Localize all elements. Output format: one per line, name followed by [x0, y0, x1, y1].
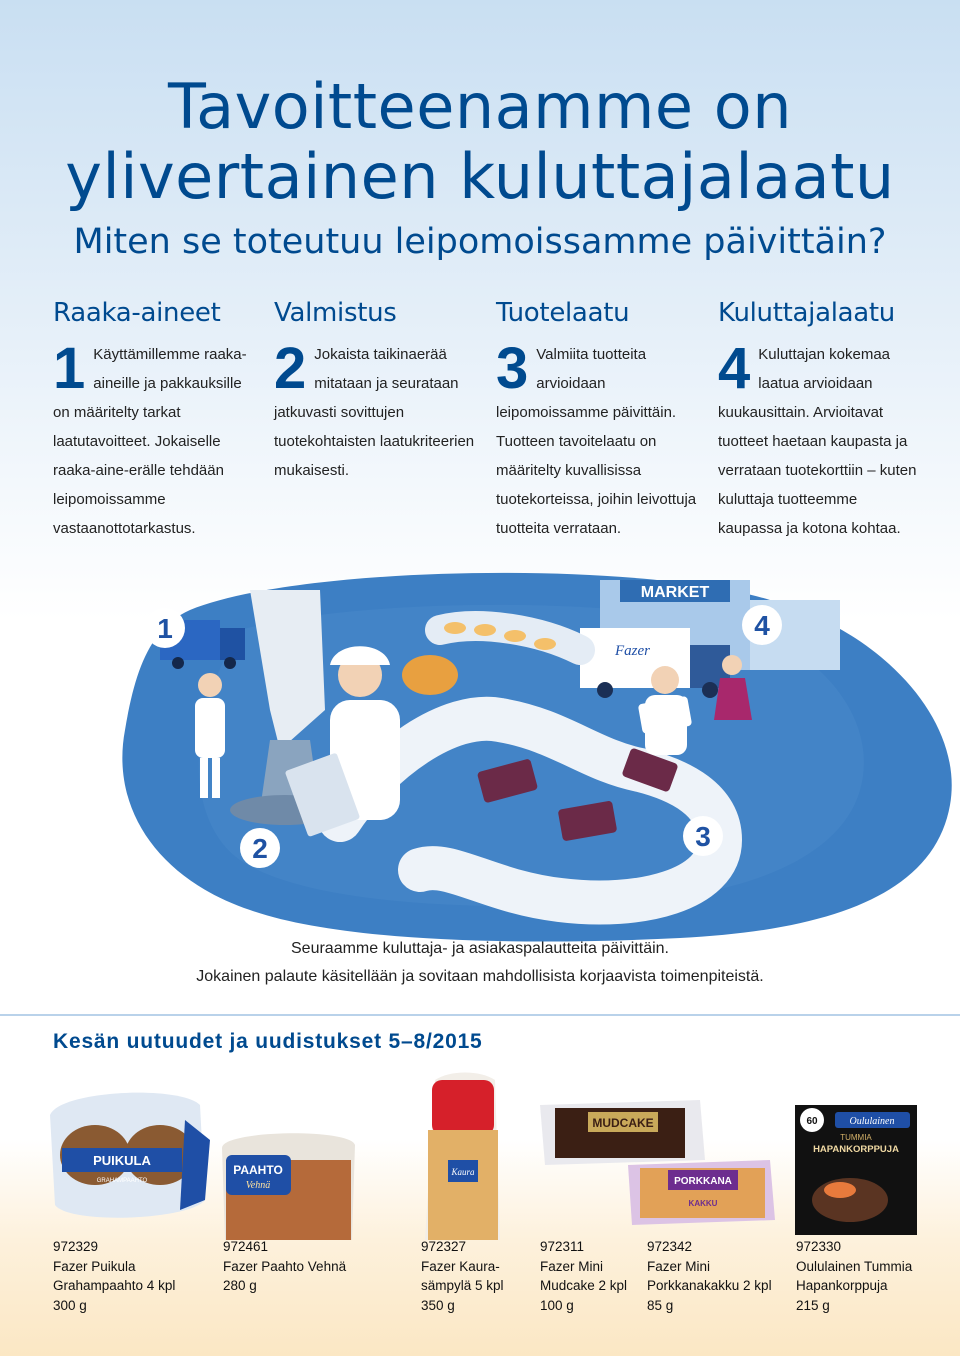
- product-image-porkkana: [628, 1160, 775, 1225]
- product-name-line-2: sämpylä 5 kpl: [421, 1278, 504, 1293]
- svg-text:TUMMIA: TUMMIA: [840, 1133, 872, 1142]
- section-divider: [0, 1014, 960, 1016]
- product-code: 972330: [796, 1239, 842, 1254]
- svg-text:3: 3: [695, 821, 711, 852]
- illustration-marker-2: [240, 828, 280, 868]
- illustration-marker-1: [145, 608, 185, 648]
- svg-text:HAPANKORPPUJA: HAPANKORPPUJA: [813, 1144, 899, 1155]
- product-weight: 215 g: [796, 1297, 830, 1313]
- step-text: Valmiita tuotteita arvioidaan leipomoissamme päivittäin. Tuotteen tavoitelaatu on määritelty kuvallisissa tuotekorteissa, joihin leivottuja tuotteita verrataan.: [496, 346, 697, 537]
- product-name: Fazer Mini: [540, 1258, 604, 1274]
- bakery-process-illustration: [120, 570, 960, 950]
- page-subtitle: Miten se toteutuu leipomoissamme päivittäin?: [73, 222, 887, 262]
- product-info-hapankorppuja: [796, 1237, 912, 1315]
- summer-news-heading: Kesän uutuudet ja uudistukset 5–8/2015: [53, 1030, 483, 1053]
- page-title-line-1: Tavoitteenamme on: [167, 70, 793, 143]
- truck-logo: Fazer: [615, 643, 650, 659]
- product-name-line-2: Hapankorppuja: [796, 1278, 888, 1293]
- product-info-puikula: [53, 1237, 175, 1315]
- feedback-line-2: Jokainen palaute käsitellään ja sovitaan mahdollisista korjaavista toimenpiteistä.: [196, 968, 764, 985]
- step-heading: Kuluttajalaatu: [718, 298, 895, 328]
- feedback-line-1: Seuraamme kuluttaja- ja asiakaspalautteita päivittäin.: [291, 940, 669, 957]
- step-kuluttajalaatu: [718, 298, 923, 543]
- step-number: 1: [53, 336, 86, 401]
- svg-text:2: 2: [252, 833, 268, 864]
- product-image-hapankorppuja: [795, 1105, 917, 1235]
- svg-text:PORKKANA: PORKKANA: [674, 1176, 732, 1187]
- step-number: 4: [718, 336, 751, 401]
- product-code: 972329: [53, 1239, 99, 1254]
- product-code: 972327: [421, 1239, 467, 1254]
- product-image-mudcake: [540, 1100, 705, 1165]
- product-name-line-2: Grahampaahto 4 kpl: [53, 1278, 176, 1293]
- illustration-marker-4: [742, 605, 782, 645]
- product-weight: 280 g: [223, 1278, 257, 1293]
- page-title-line-2: ylivertainen kuluttajalaatu: [65, 140, 895, 213]
- product-weight: 300 g: [53, 1297, 87, 1313]
- step-number: 3: [496, 336, 529, 401]
- product-image-kaura: [425, 1073, 500, 1241]
- product-info-kaura: [421, 1237, 504, 1315]
- product-image-puikula: [50, 1093, 210, 1218]
- product-info-paahto: [223, 1237, 346, 1296]
- svg-text:1: 1: [157, 613, 173, 644]
- step-valmistus: [274, 298, 479, 485]
- step-text: Käyttämillemme raaka-aineille ja pakkauksille on määritelty tarkat laatutavoitteet. Jokaiselle raaka-aine-erälle tehdään leipomoissamme vastaanottotarkastus.: [53, 346, 247, 537]
- svg-text:PUIKULA: PUIKULA: [93, 1153, 151, 1168]
- product-info-porkkana: [647, 1237, 772, 1315]
- market-sign: MARKET: [640, 584, 710, 601]
- product-name: Fazer Puikula: [53, 1258, 136, 1274]
- product-name: Fazer Paahto Vehnä: [223, 1258, 347, 1274]
- product-name: Fazer Kaura-: [421, 1258, 500, 1274]
- svg-text:60: 60: [806, 1116, 818, 1127]
- product-name: Oululainen Tummia: [796, 1258, 913, 1274]
- step-heading: Raaka-aineet: [53, 298, 221, 328]
- svg-text:MUDCAKE: MUDCAKE: [592, 1116, 654, 1130]
- svg-text:4: 4: [754, 610, 770, 641]
- product-image-paahto: [222, 1133, 355, 1240]
- step-heading: Tuotelaatu: [496, 298, 630, 328]
- illustration-marker-3: [683, 816, 723, 856]
- product-weight: 85 g: [647, 1297, 674, 1313]
- svg-text:KAKKU: KAKKU: [688, 1199, 718, 1208]
- product-weight: 350 g: [421, 1297, 455, 1313]
- step-text: Jokaista taikinaerää mitataan ja seurataan jatkuvasti sovittujen tuotekohtaisten laatukriteerien mukaisesti.: [274, 346, 475, 479]
- svg-text:Oululainen: Oululainen: [849, 1116, 895, 1127]
- product-name-line-2: Porkkanakakku 2 kpl: [647, 1278, 772, 1293]
- svg-text:PAAHTO: PAAHTO: [233, 1163, 283, 1177]
- step-tuotelaatu: [496, 298, 701, 543]
- step-heading: Valmistus: [274, 298, 397, 328]
- product-weight: 100 g: [540, 1297, 574, 1313]
- product-name-line-2: Mudcake 2 kpl: [540, 1278, 628, 1293]
- step-text: Kuluttajan kokemaa laatua arvioidaan kuukausittain. Arvioitavat tuotteet haetaan kaupasta ja verrataan tuotekorttiin – kuten kuluttaja tuotteemme kaupassa ja kotona kohtaa.: [718, 346, 917, 537]
- svg-text:Vehnä: Vehnä: [245, 1180, 271, 1191]
- product-name: Fazer Mini: [647, 1258, 711, 1274]
- step-raaka-aineet: [53, 298, 258, 543]
- product-code: 972342: [647, 1239, 693, 1254]
- product-code: 972461: [223, 1239, 269, 1254]
- step-number: 2: [274, 336, 307, 401]
- svg-text:Kaura: Kaura: [451, 1167, 475, 1177]
- product-code: 972311: [540, 1239, 585, 1254]
- product-info-mudcake: [540, 1237, 627, 1315]
- product-packages: [0, 1060, 960, 1240]
- svg-text:GRAHAMPAAHTO: GRAHAMPAAHTO: [96, 1178, 148, 1184]
